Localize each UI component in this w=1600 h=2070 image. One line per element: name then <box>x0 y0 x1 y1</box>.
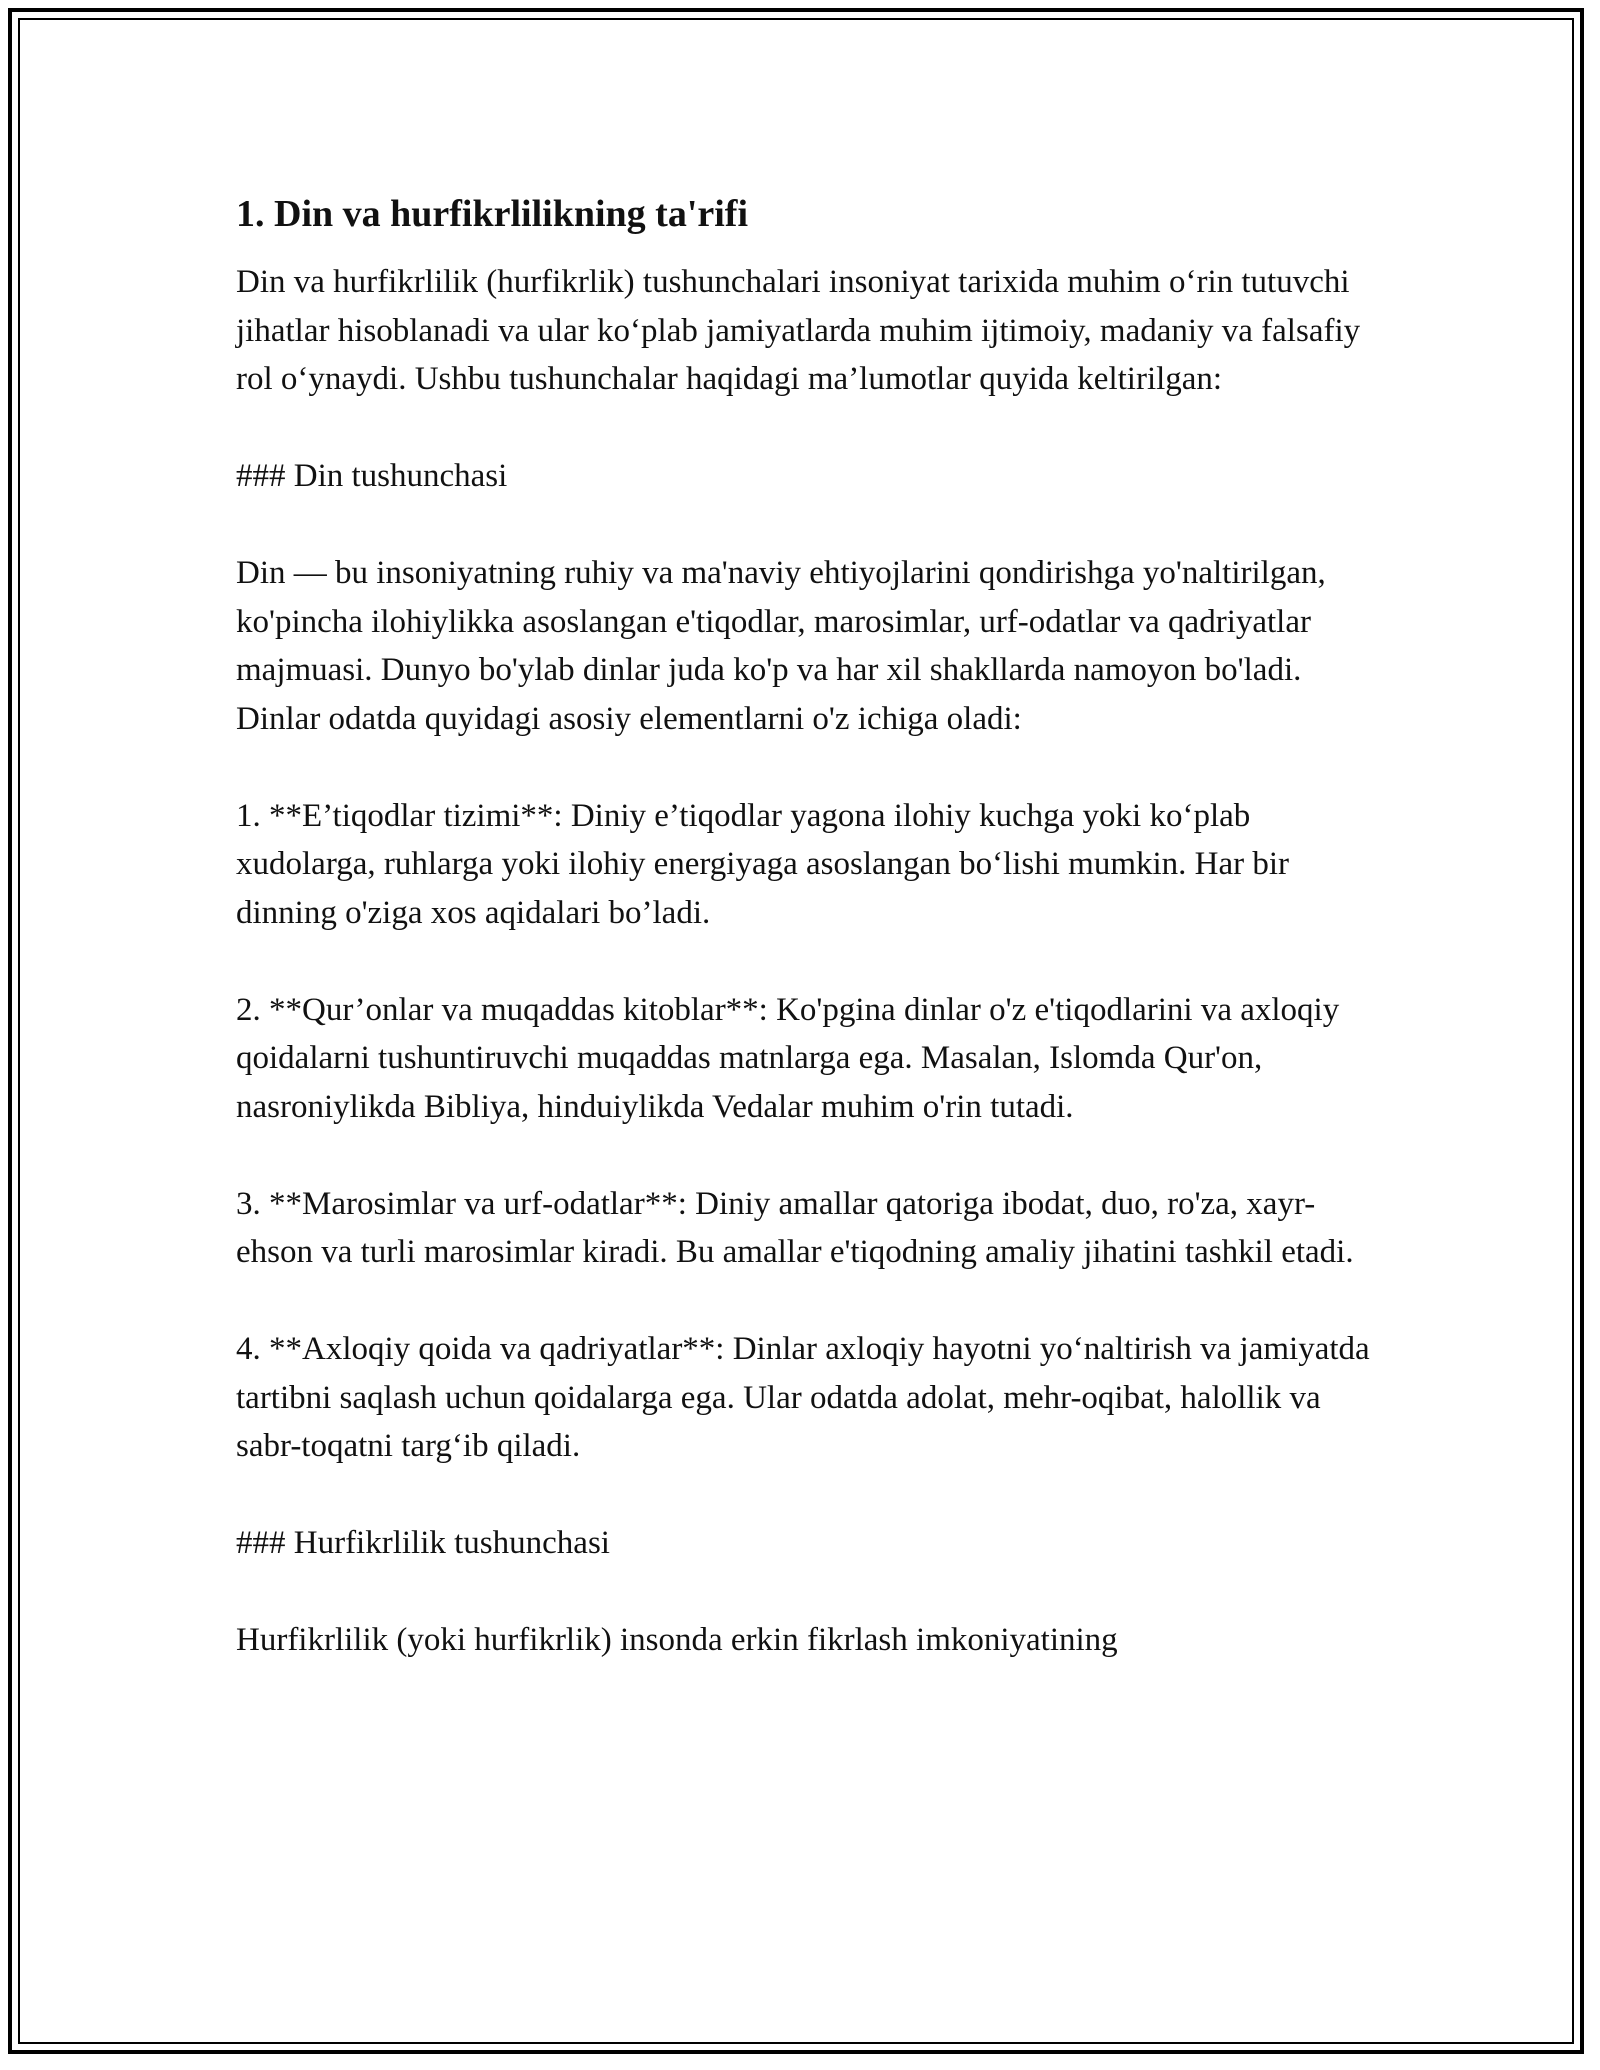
subheading-din: ### Din tushunchasi <box>236 458 508 494</box>
list-item-4: 4. **Axloqiy qoida va qadriyatlar**: Dinlar axloqiy hayotni yo‘naltirish va jamiyatda tartibni saqlash uchun qoidalarga ega. Ular odatda adolat, mehr-oqibat, halollik va sabr-toqatni targ‘ib qiladi. <box>236 1331 1370 1464</box>
paragraph-intro: Din va hurfikrlilik (hurfikrlik) tushunchalari insoniyat tarixida muhim o‘rin tutuvchi jihatlar hisoblanadi va ular ko‘plab jamiyatlarda muhim ijtimoiy, madaniy va falsafiy rol o‘ynaydi. Ushbu tushunchalar haqidagi ma’lumotlar quyida keltirilgan: <box>236 264 1361 397</box>
document-body <box>236 188 1376 1665</box>
list-item-3: 3. **Marosimlar va urf-odatlar**: Diniy amallar qatoriga ibodat, duo, ro'za, xayr-ehson va turli marosimlar kiradi. Bu amallar e'tiqodning amaliy jihatini tashkil etadi. <box>236 1185 1354 1270</box>
paragraph-gap <box>236 501 1376 550</box>
paragraph-gap <box>236 743 1376 792</box>
paragraph-hurfikrlilik: Hurfikrlilik (yoki hurfikrlik) insonda erkin fikrlash imkoniyatining <box>236 1622 1118 1658</box>
paragraph-gap <box>236 1131 1376 1180</box>
subheading-hurfikrlilik: ### Hurfikrlilik tushunchasi <box>236 1525 610 1561</box>
paragraph-gap <box>236 404 1376 453</box>
paragraph-gap <box>236 1471 1376 1520</box>
document-title: 1. Din va hurfikrlilikning ta'rifi <box>236 193 749 235</box>
paragraph-gap <box>236 937 1376 986</box>
paragraph-gap <box>236 1277 1376 1326</box>
paragraph-gap <box>236 1568 1376 1617</box>
list-item-1: 1. **E’tiqodlar tizimi**: Diniy e’tiqodlar yagona ilohiy kuchga yoki ko‘plab xudolarga, ruhlarga yoki ilohiy energiyaga asoslangan bo‘lishi mumkin. Har bir dinning o'ziga xos aqidalari bo’ladi. <box>236 797 1290 931</box>
paragraph-din-definition: Din — bu insoniyatning ruhiy va ma'naviy ehtiyojlarini qondirishga yo'naltirilgan, ko'pincha ilohiylikka asoslangan e'tiqodlar, marosimlar, urf-odatlar va qadriyatlar majmuasi. Dunyo bo'ylab dinlar juda ko'p va har xil shakllarda namoyon bo'ladi. Dinlar odatda quyidagi asosiy elementlarni o'z ichiga oladi: <box>236 555 1326 737</box>
list-item-2: 2. **Qur’onlar va muqaddas kitoblar**: Ko'pgina dinlar o'z e'tiqodlarini va axloqiy qoidalarni tushuntiruvchi muqaddas matnlarga ega. Masalan, Islomda Qur'on, nasroniylikda Bibliya, hinduiylikda Vedalar muhim o'rin tutadi. <box>236 991 1340 1125</box>
